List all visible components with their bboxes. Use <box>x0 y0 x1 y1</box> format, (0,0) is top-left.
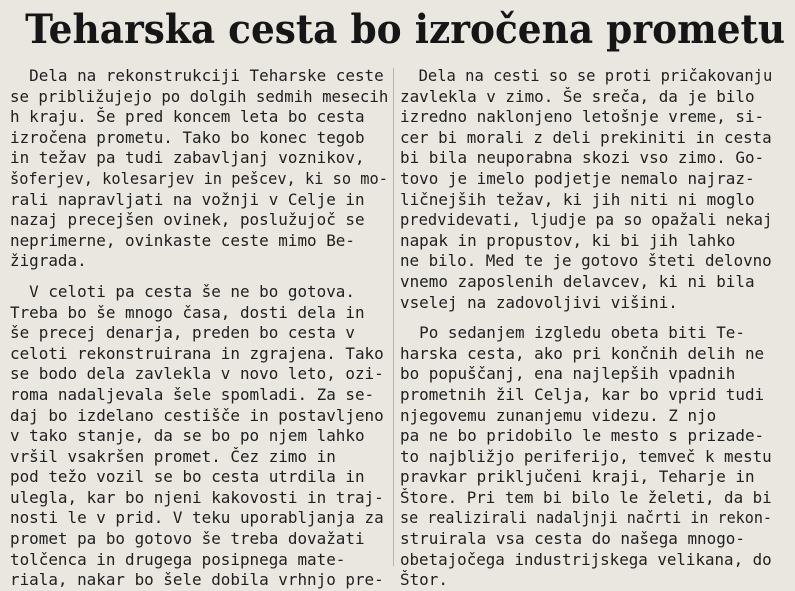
text-line: rali napravljati na vožnji v Celje in <box>10 189 365 209</box>
text-line: promet pa bo gotovo še treba dovažati <box>10 529 365 549</box>
text-line: celoti rekonstruirana in zgrajena. Tako <box>10 343 384 363</box>
paragraph-gap <box>10 272 390 282</box>
text-line: njegovemu zunanjemu videzu. Z njo <box>400 405 717 425</box>
text-line: tovo je imelo podjetje nemalo najraz- <box>400 168 755 188</box>
text-line: ulegla, kar bo njeni kakovosti in traj- <box>10 487 384 507</box>
text-line: ne bilo. Med te je gotovo šteti delovno <box>400 251 772 271</box>
text-line: žigrada. <box>10 251 87 271</box>
text-line: šoferjev, kolesarjev in pešcev, ki so mo- <box>10 168 388 188</box>
text-line: obetajočega industrijskega velikana, do <box>400 549 772 569</box>
text-line: Dela na cesti so se proti pričakovanju <box>400 66 773 85</box>
text-line: pa ne bo pridobilo le mesto s prizade- <box>400 426 765 446</box>
article-column-left <box>10 66 390 590</box>
text-line: Po sedanjem izgledu obeta biti Te- <box>400 323 745 343</box>
text-line: bi bila neuporabna skozi vso zimo. Go- <box>400 148 765 168</box>
text-line: vnemo zaposlenih delavcev, ki ni bila <box>400 271 755 291</box>
text-line: cer bi morali z deli prekiniti in cesta <box>400 127 772 147</box>
text-line: struirala vsa cesta do našega mnogo- <box>400 529 745 549</box>
text-line: Štor. <box>400 570 448 590</box>
text-line: riala, nakar bo šele dobila vrhnjo pre- <box>10 570 384 590</box>
text-line: pravkar priključeni kraji, Teharje in <box>400 467 755 487</box>
text-line: roma nadaljevala šele spomladi. Za se- <box>10 384 375 404</box>
text-line: in težav pa tudi zabavljanj voznikov, <box>10 148 365 168</box>
text-line: to najbližjo periferijo, temveč k mestu <box>400 446 772 466</box>
text-line: napak in propustov, ki bi jih lahko <box>400 230 736 250</box>
text-line: V celoti pa cesta še ne bo gotova. <box>10 281 355 301</box>
text-line: izročena prometu. Tako bo konec tegob <box>10 127 365 147</box>
paragraph-gap <box>400 313 774 323</box>
text-line: daj bo izdelano cestišče in postavljeno <box>10 405 384 425</box>
text-line: še precej denarja, preden bo cesta v <box>10 323 355 343</box>
text-line: nosti le v prid. V teku uporabljanja za <box>10 508 384 528</box>
text-line: vršil vsakršen promet. Čez zimo in <box>10 446 336 466</box>
text-line: prometnih žil Celja, kar bo vprid tudi <box>400 384 765 404</box>
column-divider <box>393 68 394 566</box>
text-line: tolčenca in drugega posipnega mate- <box>10 549 346 569</box>
text-line: zavlekla v zimo. Še sreča, da je bilo <box>400 86 755 106</box>
text-line: ličnejših težav, ki jih niti ni moglo <box>400 189 755 209</box>
text-line: vselej na zadovoljivi višini. <box>400 292 678 312</box>
text-line: neprimerne, ovinkaste ceste mimo Be- <box>10 230 355 250</box>
text-line: pod težo vozil se bo cesta utrdila in <box>10 467 365 487</box>
text-line: se bodo dela zavlekla v novo leto, ozi- <box>10 364 384 384</box>
article-column-right <box>400 66 774 590</box>
text-line: izredno naklonjeno letošnje vreme, si- <box>400 107 765 127</box>
text-line: se približujejo po dolgih sedmih mesecih <box>10 86 389 106</box>
text-line: harska cesta, ako pri končnih delih ne <box>400 343 765 363</box>
text-line: predvidevati, ljudje pa so opažali nekaj <box>400 210 773 230</box>
text-line: h kraju. Še pred koncem leta bo cesta <box>10 107 365 127</box>
article-headline: Teharska cesta bo izročena prometu <box>25 6 786 53</box>
text-line: Štore. Pri tem bi bilo le želeti, da bi <box>400 487 772 507</box>
text-line: se realizirali nadaljnji načrti in rekon- <box>400 508 772 528</box>
text-line: Dela na rekonstrukciji Teharske ceste <box>10 66 384 85</box>
text-line: Treba bo še mnogo časa, dosti dela in <box>10 302 365 322</box>
text-line: bo popuščanj, ena najlepših vpadnih <box>400 364 736 384</box>
text-line: nazaj precejšen ovinek, poslužujoč se <box>10 210 365 230</box>
text-line: v tako stanje, da se bo po njem lahko <box>10 426 365 446</box>
